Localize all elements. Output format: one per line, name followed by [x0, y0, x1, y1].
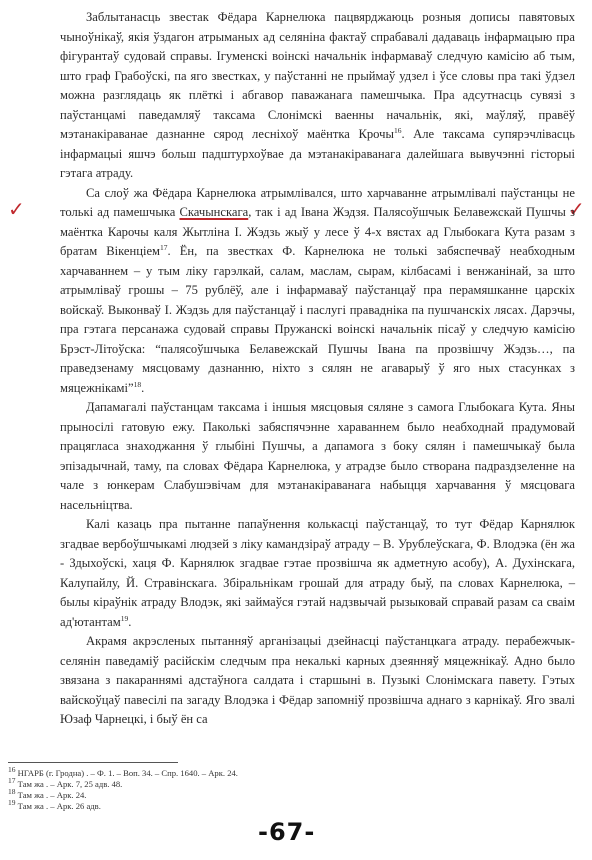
paragraph-4-end: . — [128, 614, 132, 629]
paragraph-1-tail: . Але таксама супярэчлівасць інфармацыі яшчэ больш падштурхоўвае да мэтанакіраванага далейшага вывучэнні гісторыі гэтага атраду. — [60, 127, 575, 180]
footnote-item: $^{19}$ Там жа . – Арк. 26 адв. — [8, 798, 101, 811]
footnote-item: $^{18}$ Там жа . – Арк. 24. — [8, 787, 87, 800]
paragraph-2-end: . — [141, 380, 145, 395]
red-check-mark-right: ✓ — [568, 197, 585, 221]
paragraph-1-text: Заблытанасць звестак Фёдара Карнелюка пацвярджаюць розныя дописы павятовых чыноўнікаў, якія ўздагон атрыманых ад селяніна фактаў спрабавалі дадаваць інфармацыю пра фігурантаў судовай справы. Ігуменскі воінскі начальнік інфармаваў следчую камісію аб тым, што граф Грабоўскі, па яго звестках, у паўстанні не прыймаў удзел і ўсе словы пра такі ўдзел можна разглядаць як плёткі і абгавор паважанага памешчыка. Пра адсутнасць сувязі з паўстанцамі паведамляў таксама Слонімскі ваенны начальнік, які, маўляў, правёў мэтанакіраванае дазнанне сярод лесніхоў маёнтка Крочы — [60, 10, 575, 141]
paragraph-3-text: Дапамагалі паўстанцам таксама і іншыя мясцовыя сяляне з самога Глыбокага Кута. Яны прыносілі гатовую ежу. Паколькі забяспячэнне харaваннем было неабходнай прадумовай працягласа знаходжання ў глыбіні Пушчы, а дапамога з боку сялян і памешчыкаў была эпізадычнай, таму, па словах Фёдара Карнелюка, у атрадзе было створана падраздзеленне на чале з юнкерам Слабушэвічам для мэтанакіраванага набыцця харчавання ў мясцовага насельніцтва. — [60, 400, 575, 512]
paragraph-3 — [60, 398, 575, 515]
paragraph-2 — [60, 184, 575, 399]
body-text — [60, 8, 575, 730]
paragraph-5-text: Акрамя акрэсленых пытанняў арганізацыі дзейнасці паўстанцкага атраду. перабежчык-селянін паведаміў расійскім следчым пра некалькі карных дзеянняў мяцежнікаў. Адно было звязана з пакараннямі адстаўнога салдата і старшыні в. Пузыкі Слонімскага павету. Гэтых вайскоўцаў павесілі па загаду Влодэка і Фёдар запомніў прозвішча аднаго з карнікаў. Яго звалі Юзаф Чарнецкі, і быў ён са — [60, 634, 575, 726]
underlined-name: Скачынскага — [179, 205, 249, 219]
paragraph-4-text: Калі казаць пра пытанне папаўнення колькасці паўстанцаў, то тут Фёдар Карнялюк згадвае вербоўшчыкамі людзей з ліку камандзіраў атраду – В. Урублеўскага, Ф. Влодэка (ён жа - Здыхоўскі, хаця Ф. Карнялюк згадвае гэтае прозвішча як адметную асобу), А. Духінскага, Калупайлу, Й. Стравінскага. Збіральнікам грошай для атраду быў, па словах Карнелюка, – былы кіраўнік атраду Влодэк, які займаўся гэтай надзвычай рызыковай справай разам са сваім ад'ютантам — [60, 517, 575, 629]
paragraph-2-tail: . Ён, па звестках Ф. Карнелюка не толькі забяспечваў неабходным харчаваннем – у тым ліку гарэлкай, салам, маслам, сырам, кілбасамі і венжанінай, за што атрымліваў грошы – 75 рублёў, але і інфармаваў паўстанцаў пра перамяшканне царскіх войскаў. Выконваў І. Жэдзь для паўстанцаў і паслугі праваднiка па пушчанскіх лясах. Дарэчы, пра гэтага персанажа судовай справы Пружанскі воінскі начальнік пісаў у следчую камісію Брэст-Літоўскa: “палясоўшчыка Белавежскай Пушчы Івана па прозвішчу Жэдзь…, па праведзенаму мясцоваму дазнанню, ніхто з сялян не агаварыў ў яго ных стасунках з мяцежнікамі” — [60, 244, 575, 395]
paragraph-1 — [60, 8, 575, 184]
paragraph-5 — [60, 632, 575, 730]
footnote-ref-19: 19 — [120, 613, 129, 623]
footnote-divider — [8, 762, 178, 763]
footnote-item: $^{16}$ НГАРБ (г. Гродна) . – Ф. 1. – Воп. 34. – Спр. 1640. – Арк. 24. — [8, 765, 238, 778]
footnote-ref-17: 17 — [160, 242, 168, 252]
handwritten-page-number: -67- — [258, 818, 316, 846]
paragraph-2-text: Са слоў жа Фёдара Карнелюка атрымлівался, што харчаванне атрымлівалі паўстанцы не толькі ад памешчыка — [60, 185, 575, 219]
red-check-mark-left: ✓ — [8, 197, 25, 221]
footnotes — [8, 765, 408, 812]
footnote-ref-16: 16 — [393, 125, 402, 135]
footnote-ref-18: 18 — [133, 379, 142, 389]
paragraph-2-mid: , так і ад Івана Жэдзя. Паляcоўшчык Белавежскай Пушчы з маёнтка Карочы каля Жытліна І. Жэдзь жыў у лесе ў 4-х вястах ад Глыбокага Кута разам з братам Вікенціем — [60, 205, 575, 258]
footnote-item: $^{17}$ Там жа . – Арк. 7, 25 адв. 48. — [8, 776, 123, 789]
paragraph-4 — [60, 515, 575, 632]
